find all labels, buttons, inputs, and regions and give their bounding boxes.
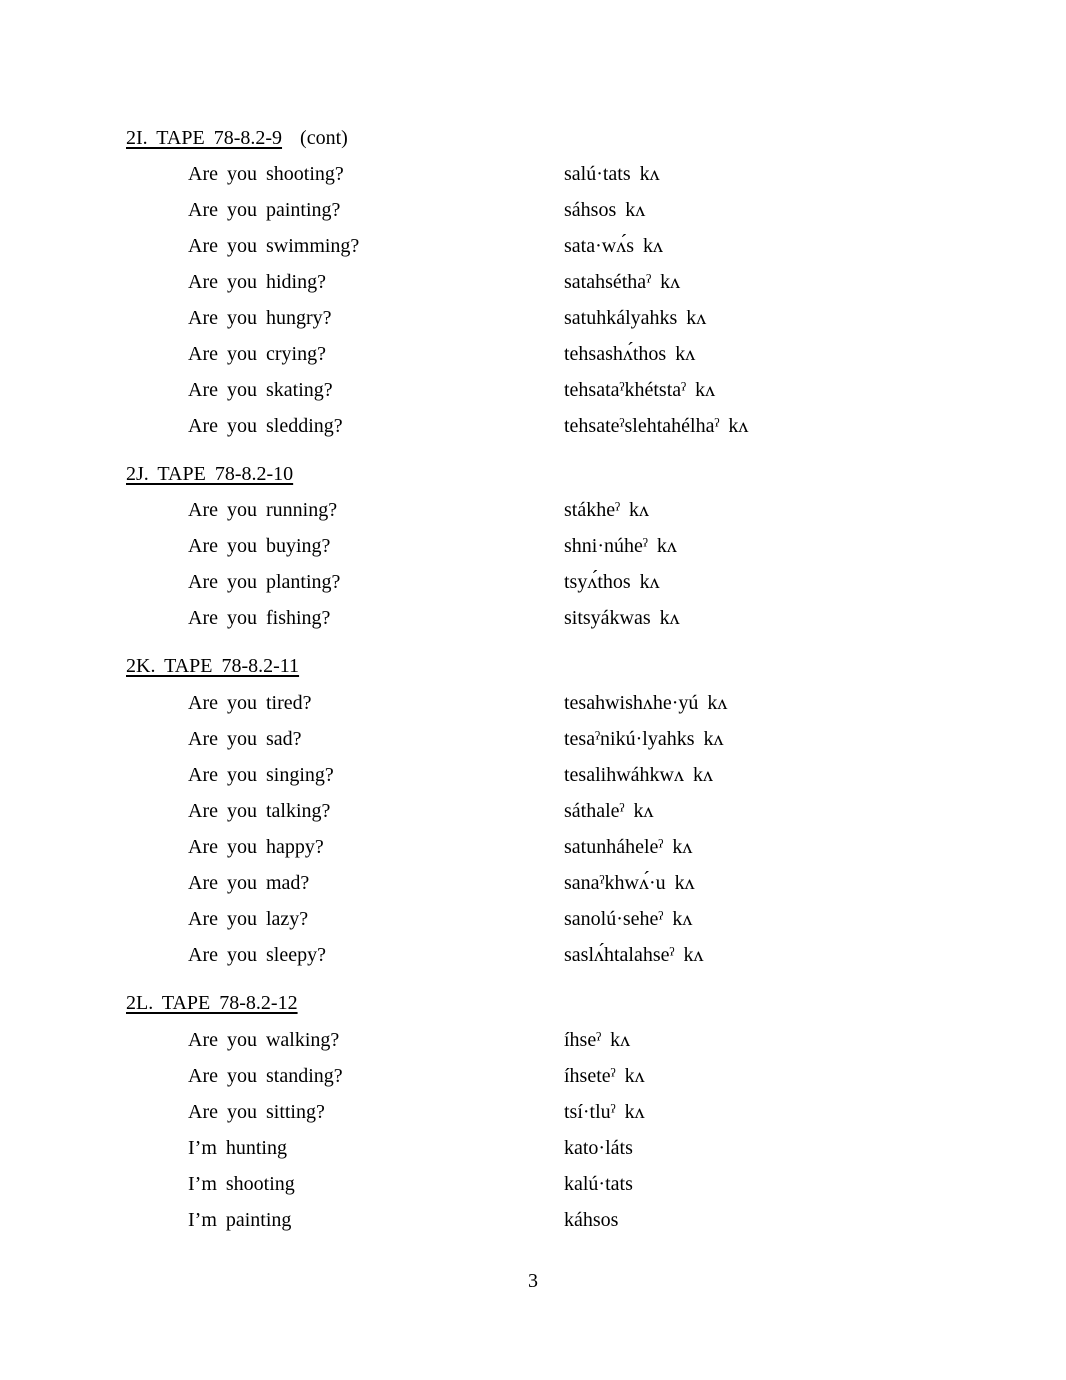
section-heading-title: 2I. TAPE 78-8.2-9 (126, 127, 283, 149)
english-phrase: I’m hunting (188, 1137, 287, 1159)
oneida-translation: satahséthaˀ kʌ (564, 271, 681, 293)
english-phrase: Are you running? (188, 499, 338, 521)
section-heading (126, 124, 348, 152)
english-phrase: Are you shooting? (188, 163, 344, 185)
list-item (0, 268, 1066, 296)
oneida-translation: tehsataˀkhétstaˀ kʌ (564, 379, 716, 401)
oneida-translation: tsí·tluˀ kʌ (564, 1101, 645, 1123)
oneida-translation: satunháheleˀ kʌ (564, 836, 693, 858)
section-heading (126, 989, 298, 1017)
list-item (0, 412, 1066, 440)
list-item (0, 376, 1066, 404)
list-item (0, 797, 1066, 825)
list-item (0, 689, 1066, 717)
oneida-translation: sanolú·seheˀ kʌ (564, 908, 693, 930)
english-phrase: Are you hiding? (188, 271, 326, 293)
oneida-translation: sata·wʌ́s kʌ (564, 235, 663, 257)
oneida-translation: sáhsos kʌ (564, 199, 646, 221)
list-item (0, 232, 1066, 260)
page-number: 3 (528, 1270, 538, 1292)
list-item (0, 340, 1066, 368)
oneida-translation: saslʌ́htalahseˀ kʌ (564, 944, 704, 966)
english-phrase: Are you skating? (188, 379, 333, 401)
english-phrase: I’m painting (188, 1209, 292, 1231)
oneida-translation: stákheˀ kʌ (564, 499, 650, 521)
list-item (0, 833, 1066, 861)
list-item (0, 905, 1066, 933)
list-item (0, 604, 1066, 632)
english-phrase: Are you crying? (188, 343, 326, 365)
english-phrase: Are you sledding? (188, 415, 343, 437)
english-phrase: Are you fishing? (188, 607, 331, 629)
english-phrase: Are you walking? (188, 1029, 340, 1051)
list-item (0, 869, 1066, 897)
english-phrase: Are you painting? (188, 199, 341, 221)
oneida-translation: káhsos (564, 1209, 619, 1231)
list-item (0, 532, 1066, 560)
english-phrase: Are you hungry? (188, 307, 332, 329)
section-heading (126, 460, 293, 488)
oneida-translation: íhseteˀ kʌ (564, 1065, 645, 1087)
english-phrase: Are you tired? (188, 692, 312, 714)
list-item (0, 1098, 1066, 1126)
section-heading-title: 2L. TAPE 78-8.2-12 (126, 992, 298, 1014)
list-item (0, 1062, 1066, 1090)
list-item (0, 568, 1066, 596)
list-item (0, 1206, 1066, 1234)
oneida-translation: kalú·tats (564, 1173, 633, 1195)
section-heading-title: 2J. TAPE 78-8.2-10 (126, 463, 294, 485)
oneida-translation: sanaˀkhwʌ́·u kʌ (564, 872, 695, 894)
english-phrase: Are you standing? (188, 1065, 343, 1087)
section-heading (126, 652, 299, 680)
english-phrase: Are you singing? (188, 764, 334, 786)
oneida-translation: tehsateˀslehtahélhaˀ kʌ (564, 415, 749, 437)
oneida-translation: satuhkályahks kʌ (564, 307, 707, 329)
list-item (0, 196, 1066, 224)
list-item (0, 304, 1066, 332)
oneida-translation: sitsyákwas kʌ (564, 607, 680, 629)
english-phrase: Are you happy? (188, 836, 324, 858)
section-heading-title: 2K. TAPE 78-8.2-11 (126, 655, 300, 677)
list-item (0, 941, 1066, 969)
english-phrase: Are you swimming? (188, 235, 360, 257)
oneida-translation: tsyʌ́thos kʌ (564, 571, 660, 593)
english-phrase: Are you mad? (188, 872, 310, 894)
oneida-translation: sáthaleˀ kʌ (564, 800, 654, 822)
oneida-translation: tesahwishʌhe·yú kʌ (564, 692, 728, 714)
list-item (0, 761, 1066, 789)
oneida-translation: shni·núheˀ kʌ (564, 535, 677, 557)
oneida-translation: kato·láts (564, 1137, 633, 1159)
english-phrase: Are you talking? (188, 800, 331, 822)
oneida-translation: tesalihwáhkwʌ kʌ (564, 764, 713, 786)
english-phrase: Are you buying? (188, 535, 331, 557)
english-phrase: Are you sad? (188, 728, 302, 750)
list-item (0, 725, 1066, 753)
section-heading-suffix: (cont) (282, 127, 348, 149)
oneida-translation: salú·tats kʌ (564, 163, 660, 185)
oneida-translation: tehsashʌ́thos kʌ (564, 343, 696, 365)
list-item (0, 1026, 1066, 1054)
english-phrase: Are you sitting? (188, 1101, 325, 1123)
oneida-translation: tesaˀnikú·lyahks kʌ (564, 728, 724, 750)
list-item (0, 1170, 1066, 1198)
english-phrase: Are you sleepy? (188, 944, 326, 966)
list-item (0, 1134, 1066, 1162)
list-item (0, 160, 1066, 188)
english-phrase: Are you lazy? (188, 908, 309, 930)
oneida-translation: íhseˀ kʌ (564, 1029, 631, 1051)
list-item (0, 496, 1066, 524)
english-phrase: Are you planting? (188, 571, 341, 593)
english-phrase: I’m shooting (188, 1173, 295, 1195)
